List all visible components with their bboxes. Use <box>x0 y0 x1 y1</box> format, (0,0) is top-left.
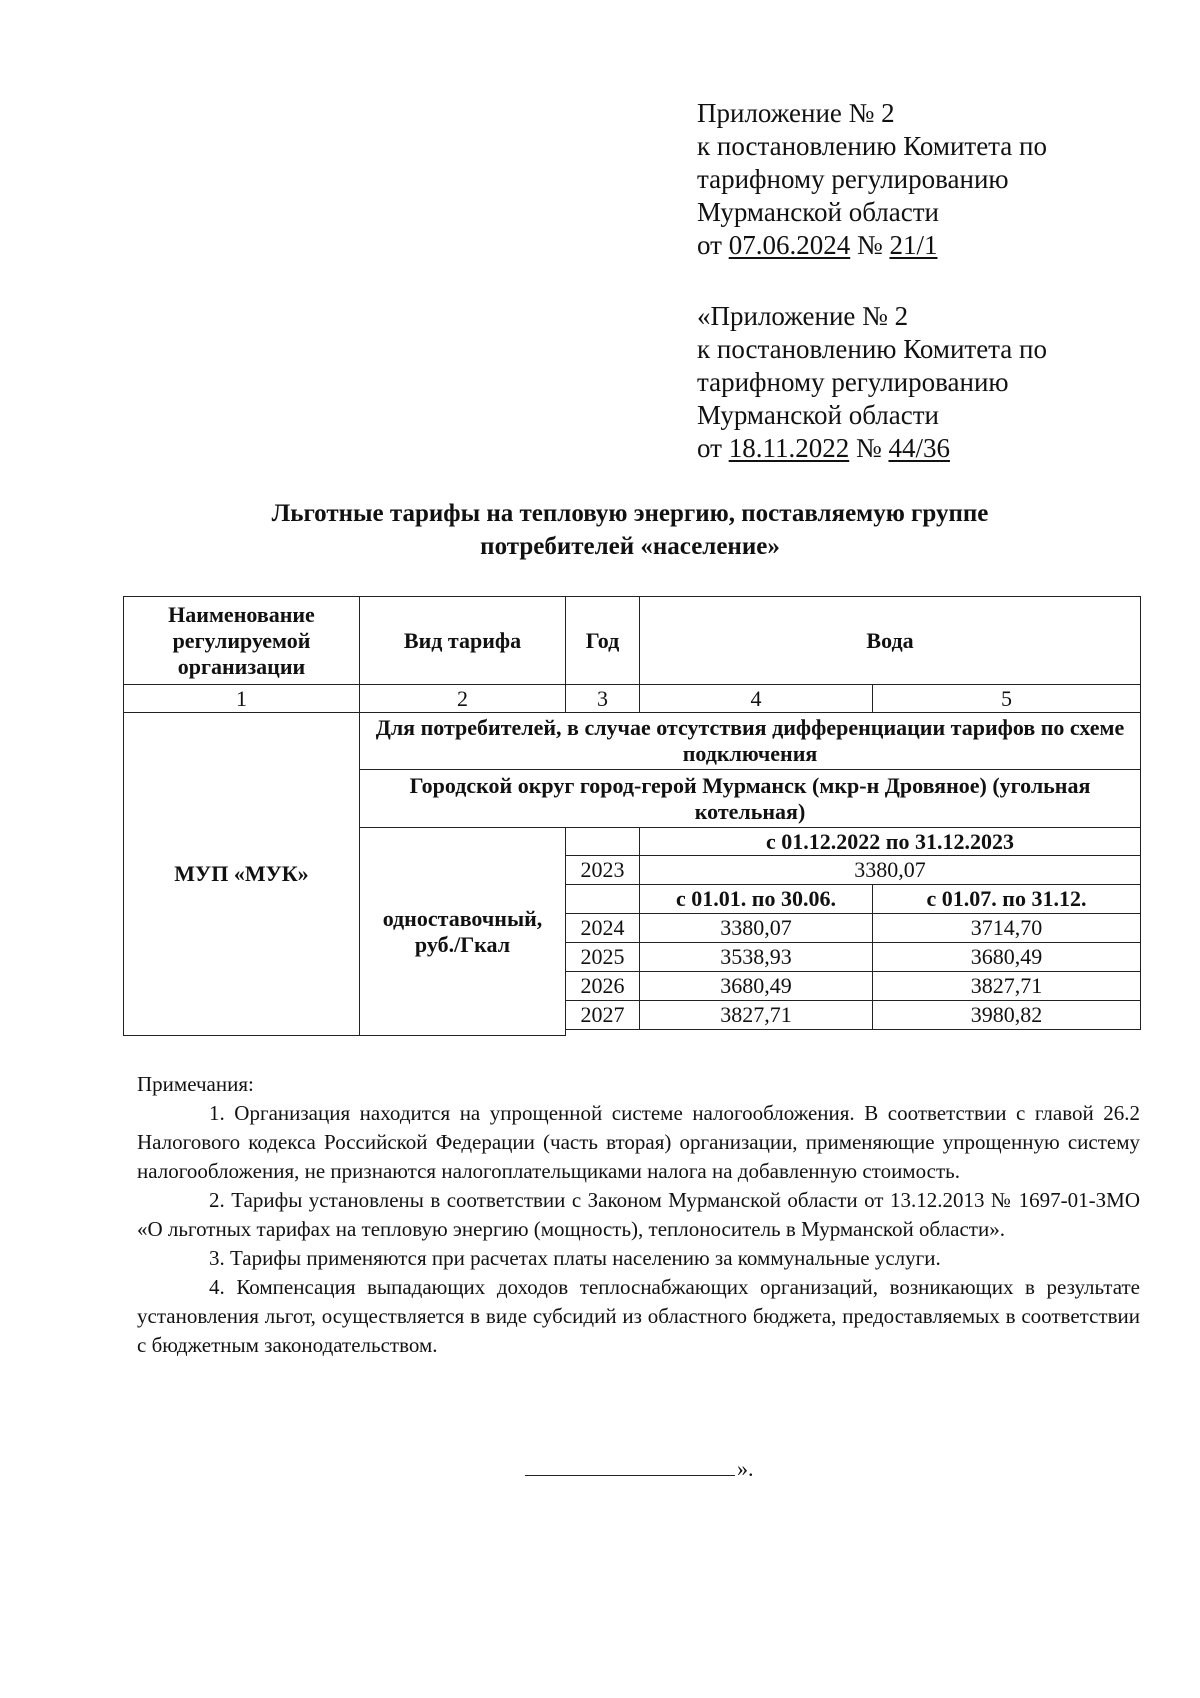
note-item: 1. Организация находится на упрощенной системе налогообложения. В соответствии с главой 26.2 Налогового кодекса Российской Федерации (часть вторая) организации, применяющие упрощенную систему налогообложения, не признаются налогоплательщиками налога на добавленную стоимость. <box>137 1101 1140 1183</box>
value-2023: 3380,07 <box>640 856 1141 885</box>
table-row <box>124 713 1141 770</box>
tariff-table <box>123 596 1141 1036</box>
year-cell: 2027 <box>566 1001 640 1030</box>
consumers-note: Для потребителей, в случае отсутствия дифференциации тарифов по схеме подключения <box>360 713 1141 770</box>
col-number: 4 <box>640 685 873 713</box>
value-h2: 3714,70 <box>873 914 1141 943</box>
appendix-date: 07.06.2024 <box>728 230 851 260</box>
value-h1: 3827,71 <box>640 1001 873 1030</box>
appendix-line: «Приложение № 2 <box>697 301 909 331</box>
document-title <box>130 497 1130 563</box>
appendix-line: Приложение № 2 <box>697 98 895 128</box>
year-cell: 2025 <box>566 943 640 972</box>
column-number-row <box>124 685 1141 713</box>
value-h1: 3380,07 <box>640 914 873 943</box>
header-year: Год <box>566 597 640 685</box>
organization-name: МУП «МУК» <box>124 713 360 1036</box>
date-prefix: от <box>697 230 722 260</box>
year-cell: 2026 <box>566 972 640 1001</box>
appendix-number: 44/36 <box>888 433 950 463</box>
header-org: Наименование регулируемой организации <box>124 597 360 685</box>
table-header-row <box>124 597 1141 685</box>
appendix-line: тарифному регулированию <box>697 367 1009 397</box>
value-h1: 3538,93 <box>640 943 873 972</box>
number-prefix: № <box>855 433 882 463</box>
value-h2: 3827,71 <box>873 972 1141 1001</box>
date-prefix: от <box>697 433 722 463</box>
value-h2: 3980,82 <box>873 1001 1141 1030</box>
header-tariff-type: Вид тарифа <box>360 597 566 685</box>
closing-line <box>525 1475 735 1476</box>
spacer-cell <box>566 1030 1141 1036</box>
notes-heading: Примечания: <box>137 1072 254 1096</box>
title-line-2: потребителей «население» <box>480 533 780 560</box>
header-water: Вода <box>640 597 1141 685</box>
value-h2: 3680,49 <box>873 943 1141 972</box>
closing-quote: ». <box>737 1456 754 1481</box>
appendix-date: 18.11.2022 <box>728 433 850 463</box>
notes-section <box>137 1070 1140 1360</box>
title-line-1: Льготные тарифы на тепловую энергию, поставляемую группе <box>271 500 989 527</box>
territory-name: Городской округ город-герой Мурманск (мкр-н Дровяное) (угольная котельная) <box>360 770 1141 828</box>
empty-cell <box>566 828 640 856</box>
col-number: 2 <box>360 685 566 713</box>
period-2023: с 01.12.2022 по 31.12.2023 <box>640 828 1141 856</box>
appendix-line: к постановлению Комитета по <box>697 334 1047 364</box>
col-number: 3 <box>566 685 640 713</box>
period-h1: с 01.01. по 30.06. <box>640 885 873 914</box>
appendix-number: 21/1 <box>889 230 938 260</box>
col-number: 5 <box>873 685 1141 713</box>
period-h2: с 01.07. по 31.12. <box>873 885 1141 914</box>
appendix-date-line <box>697 229 1047 262</box>
tariff-kind: одноставочный, руб./Гкал <box>360 828 566 1036</box>
col-number: 1 <box>124 685 360 713</box>
appendix-line: к постановлению Комитета по <box>697 131 1047 161</box>
note-item: 4. Компенсация выпадающих доходов теплоснабжающих организаций, возникающих в результате установления льгот, осуществляется в виде субсидий из областного бюджета, предоставляемых в соответствии с бюджетным законодательством. <box>137 1275 1140 1357</box>
empty-cell <box>566 885 640 914</box>
closing-mark <box>525 1456 754 1482</box>
note-item: 3. Тарифы применяются при расчетах платы населению за коммунальные услуги. <box>209 1246 941 1270</box>
appendix-header-current <box>697 97 1047 262</box>
appendix-line: Мурманской области <box>697 197 939 227</box>
appendix-header-previous <box>697 300 1047 465</box>
value-h1: 3680,49 <box>640 972 873 1001</box>
note-item: 2. Тарифы установлены в соответствии с Законом Мурманской области от 13.12.2013 № 1697-01-ЗМО «О льготных тарифах на тепловую энергию (мощность), теплоноситель в Мурманской области». <box>137 1188 1140 1241</box>
number-prefix: № <box>856 230 883 260</box>
year-cell: 2023 <box>566 856 640 885</box>
appendix-line: тарифному регулированию <box>697 164 1009 194</box>
year-cell: 2024 <box>566 914 640 943</box>
appendix-line: Мурманской области <box>697 400 939 430</box>
appendix-date-line <box>697 432 1047 465</box>
